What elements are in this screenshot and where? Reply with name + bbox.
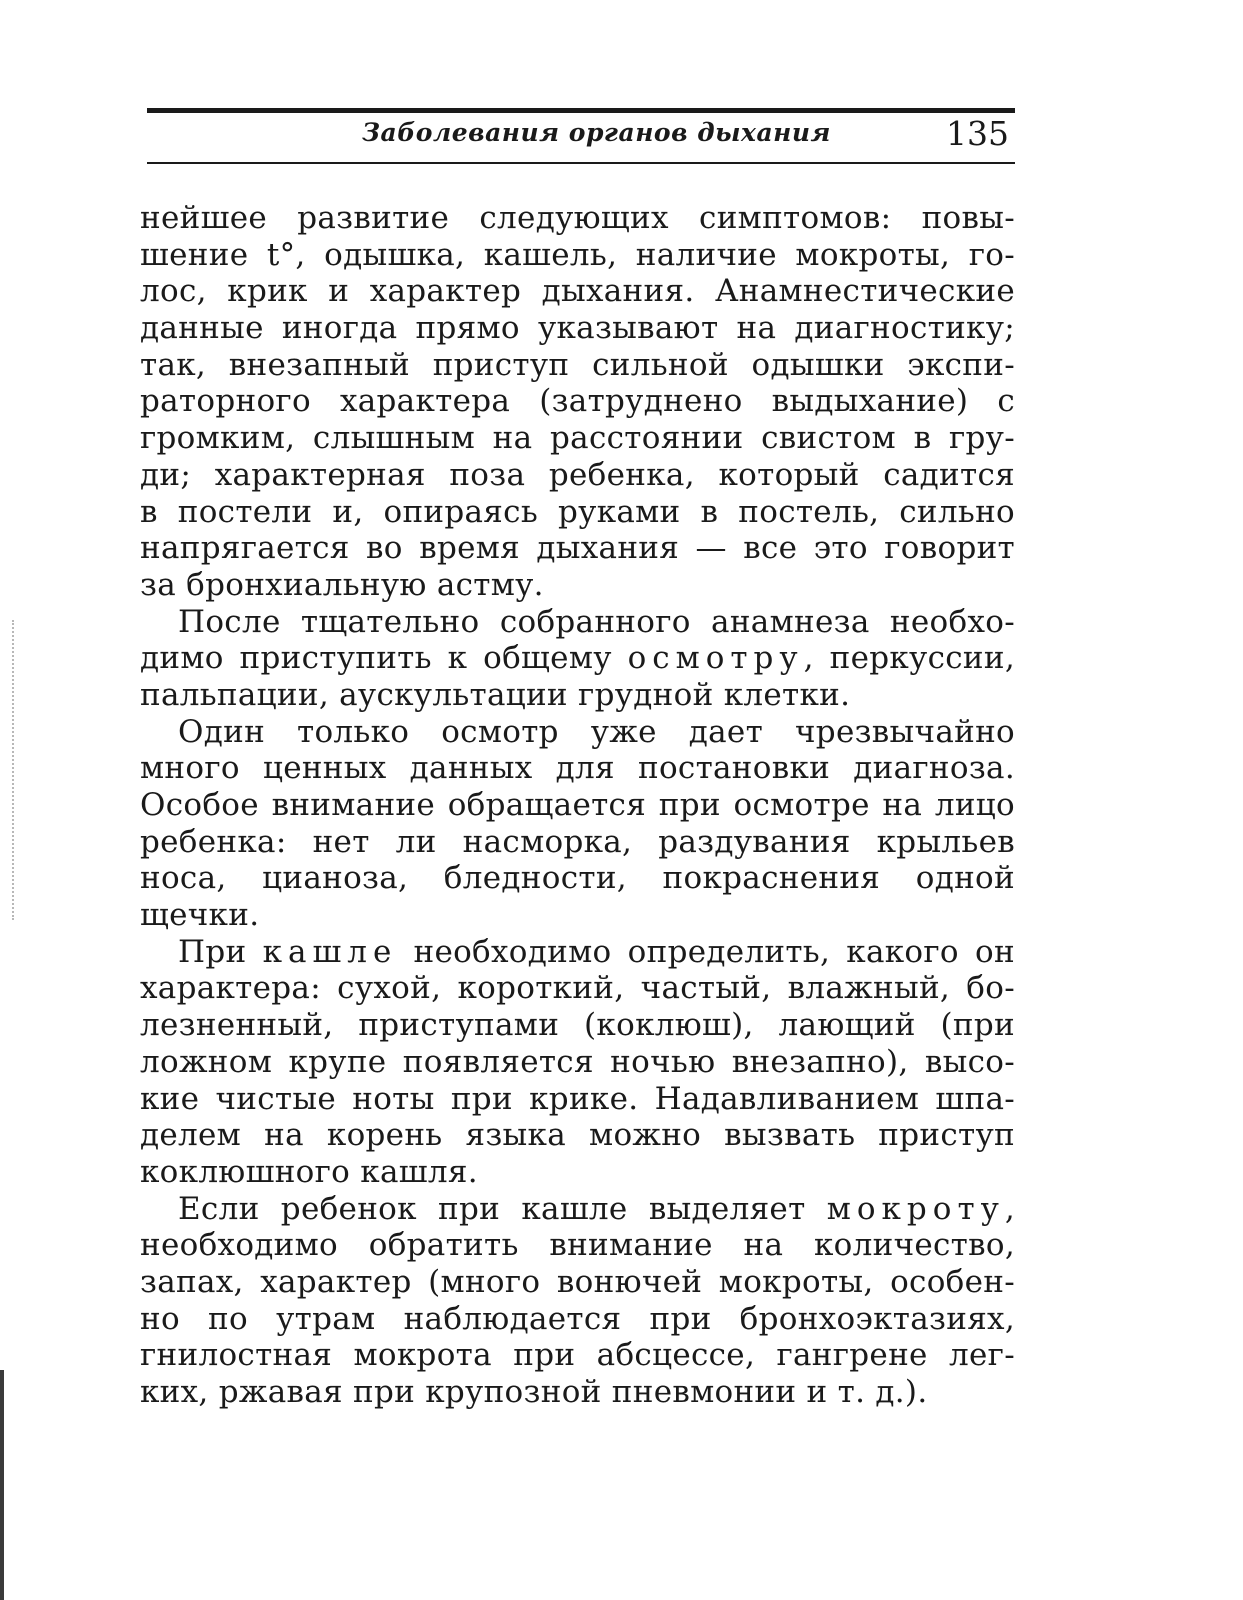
text-line: но по утрам наблюдается при бронхоэктазиях, bbox=[140, 1300, 1015, 1337]
text-line: запах, характер (много вонючей мокроты, особен- bbox=[140, 1263, 1015, 1300]
text-run: , перкуссии, bbox=[803, 640, 1015, 677]
text-line: носа, цианоза, бледности, покраснения одной bbox=[140, 860, 1015, 897]
text-line: ложном крупе появляется ночью внезапно), высо- bbox=[140, 1043, 1015, 1080]
text-line: ких, ржавая при крупозной пневмонии и т. д.). bbox=[140, 1374, 928, 1410]
text-line: ди; характерная поза ребенка, который садится bbox=[140, 456, 1015, 493]
text-line: щечки. bbox=[140, 897, 260, 934]
text-line: характера: сухой, короткий, частый, влажный, бо- bbox=[140, 970, 1015, 1007]
text-line: После тщательно собранного анамнеза необхо- bbox=[178, 603, 1015, 640]
text-run: При bbox=[178, 933, 263, 970]
text-line: нейшее развитие следующих симптомов: повы- bbox=[140, 200, 1015, 236]
text-line: напрягается во время дыхания — все это говорит bbox=[140, 530, 1015, 567]
text-line bbox=[140, 640, 1015, 677]
text-line: лезненный, приступами (коклюш), лающий (при bbox=[140, 1007, 1015, 1044]
emphasized-term: мокроту bbox=[826, 1190, 1005, 1227]
text-line: пальпации, аускультации грудной клетки. bbox=[140, 676, 851, 713]
page-number: 135 bbox=[946, 114, 1009, 153]
paragraph-2 bbox=[140, 604, 1015, 714]
text-line: в постели и, опираясь руками в постель, сильно bbox=[140, 493, 1015, 530]
text-run: , bbox=[1004, 1190, 1015, 1227]
text-line: Один только осмотр уже дает чрезвычайно bbox=[178, 713, 1015, 750]
text-line: Особое внимание обращается при осмотре на лицо bbox=[140, 787, 1015, 823]
scan-margin-specks bbox=[12, 620, 16, 920]
emphasized-term: кашле bbox=[262, 933, 398, 970]
text-line: за бронхиальную астму. bbox=[140, 566, 544, 603]
text-line: гнилостная мокрота при абсцессе, гангрене лег- bbox=[140, 1337, 1015, 1374]
text-run: Если ребенок при кашле выделяет bbox=[178, 1190, 827, 1227]
scan-edge-shadow bbox=[0, 1370, 4, 1600]
body-text bbox=[140, 200, 1015, 1411]
running-header bbox=[147, 116, 1015, 160]
text-line: раторного характера (затруднено выдыхание) с bbox=[140, 383, 1015, 420]
text-line: так, внезапный приступ сильной одышки экспи- bbox=[140, 346, 1015, 383]
text-line: делем на корень языка можно вызвать приступ bbox=[140, 1117, 1015, 1154]
text-line: много ценных данных для постановки диагноза. bbox=[140, 750, 1015, 787]
text-run: димо приступить к общему bbox=[140, 640, 628, 677]
emphasized-term: осмотру bbox=[627, 640, 804, 677]
header-rule-bottom bbox=[147, 162, 1015, 164]
text-line: лос, крик и характер дыхания. Анамнестические bbox=[140, 273, 1015, 310]
text-line: данные иногда прямо указывают на диагностику; bbox=[140, 310, 1015, 347]
header-rule-top bbox=[147, 108, 1015, 113]
text-line: кие чистые ноты при крике. Надавливанием шпа- bbox=[140, 1080, 1015, 1117]
paragraph-5 bbox=[140, 1191, 1015, 1411]
text-line bbox=[140, 1191, 1015, 1228]
text-line bbox=[140, 934, 1015, 971]
text-line: шение t°, одышка, кашель, наличие мокроты, го- bbox=[140, 236, 1015, 273]
text-run: необходимо определить, какого он bbox=[397, 933, 1015, 970]
text-line: громким, слышным на расстоянии свистом в гру- bbox=[140, 420, 1015, 457]
running-title: Заболевания органов дыхания bbox=[362, 118, 831, 147]
text-line: необходимо обратить внимание на количество, bbox=[140, 1227, 1015, 1264]
text-line: ребенка: нет ли насморка, раздувания крыльев bbox=[140, 823, 1015, 860]
paragraph-4 bbox=[140, 934, 1015, 1191]
paragraph-3 bbox=[140, 714, 1015, 934]
paragraph-1 bbox=[140, 200, 1015, 604]
text-line: коклюшного кашля. bbox=[140, 1153, 478, 1190]
